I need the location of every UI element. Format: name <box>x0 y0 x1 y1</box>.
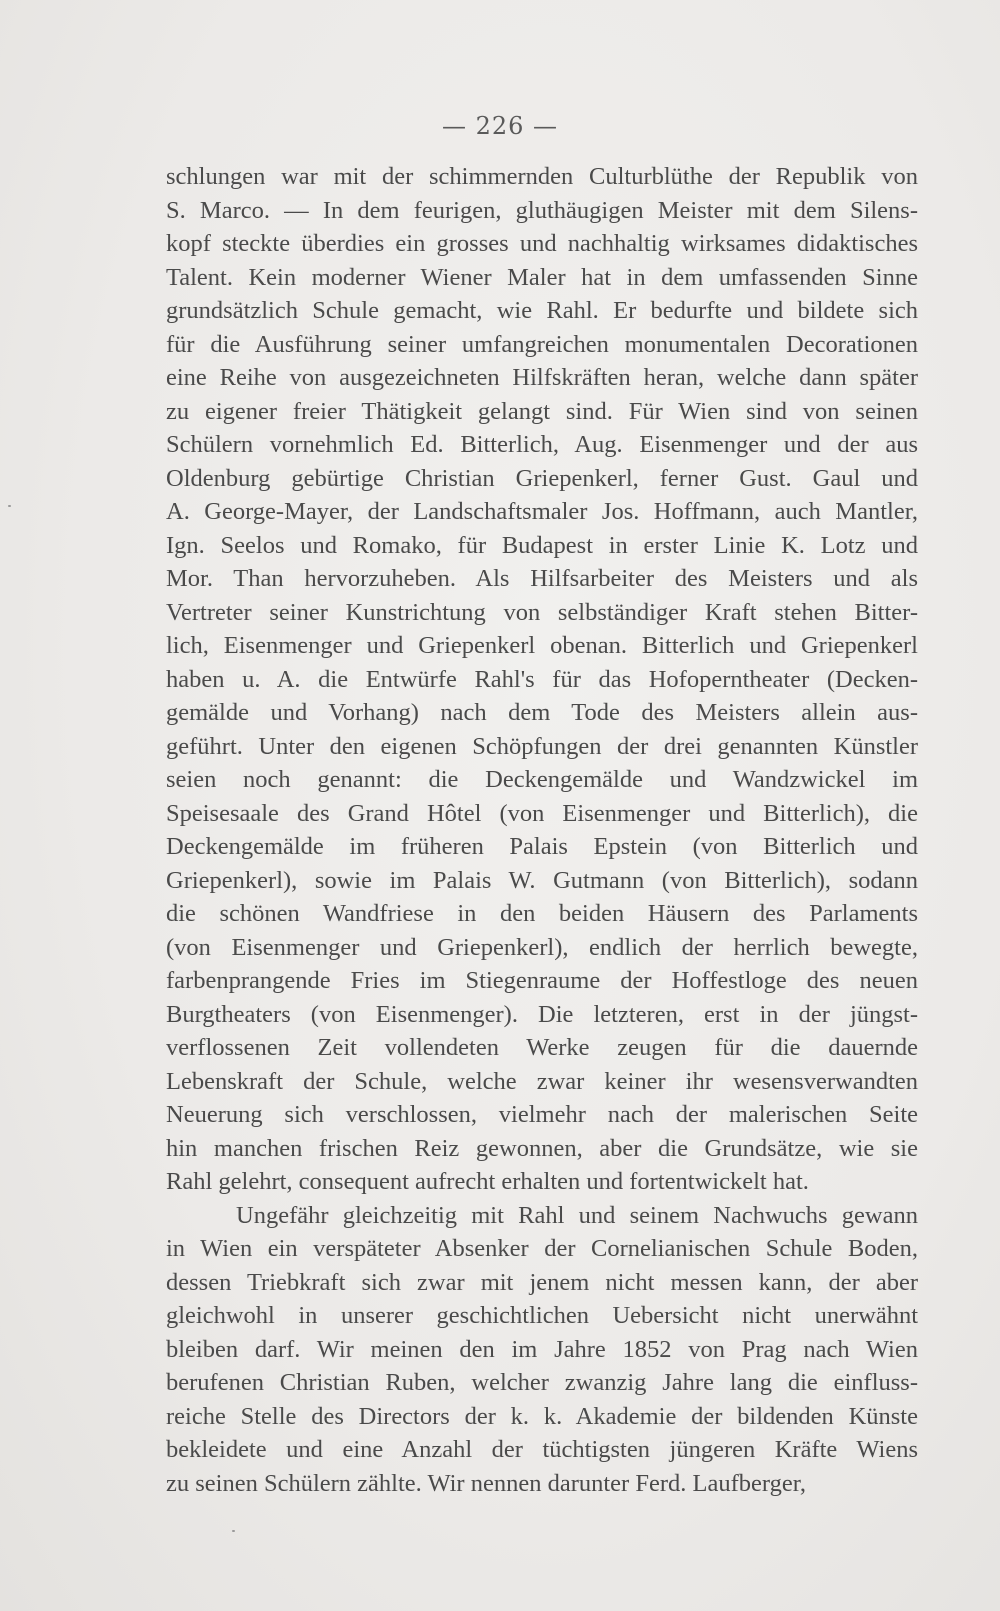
text-line: bleiben darf. Wir meinen den im Jahre 1852 von Prag nach Wien <box>166 1335 918 1363</box>
text-line: Deckengemälde im früheren Palais Epstein (von Bitterlich und <box>166 833 918 860</box>
paragraph-2 <box>166 1199 918 1501</box>
text-line: Mor. Than hervorzuheben. Als Hilfsarbeiter des Meisters und als <box>166 565 918 592</box>
text-line: Ign. Seelos und Romako, für Budapest in erster Linie K. Lotz und <box>166 531 918 559</box>
print-speck <box>232 1530 235 1532</box>
text-line: reiche Stelle des Directors der k. k. Akademie der bildenden Künste <box>166 1402 918 1430</box>
text-line: dessen Triebkraft sich zwar mit jenem nicht messen kann, der aber <box>166 1268 918 1296</box>
text-line: Burgtheaters (von Eisenmenger). Die letzteren, erst in der jüngst- <box>166 1000 918 1028</box>
text-line: Talent. Kein moderner Wiener Maler hat in dem umfassenden Sinne <box>166 263 918 291</box>
text-line: geführt. Unter den eigenen Schöpfungen der drei genannten Künstler <box>166 732 918 760</box>
text-line: zu eigener freier Thätigkeit gelangt sind. Für Wien sind von seinen <box>166 397 918 425</box>
text-line: S. Marco. — In dem feurigen, gluthäugigen Meister mit dem Silens- <box>166 196 918 224</box>
text-line: Lebenskraft der Schule, welche zwar keiner ihr wesensverwandten <box>166 1067 918 1095</box>
text-line: farbenprangende Fries im Stiegenraume der Hoffestloge des neuen <box>166 967 918 994</box>
text-line: die schönen Wandfriese in den beiden Häusern des Parlaments <box>166 900 918 927</box>
page-number: — 226 — <box>441 112 559 140</box>
text-line: bekleidete und eine Anzahl der tüchtigsten jüngeren Kräfte Wiens <box>166 1436 918 1463</box>
text-line: A. George-Mayer, der Landschaftsmaler Jos. Hoffmann, auch Mantler, <box>166 498 918 525</box>
text-line: Rahl gelehrt, consequent aufrecht erhalten und fortentwickelt hat. <box>166 1168 809 1195</box>
text-line: verflossenen Zeit vollendeten Werke zeugen für die dauernde <box>166 1034 918 1061</box>
text-line: in Wien ein verspäteter Absenker der Cornelianischen Schule Boden, <box>166 1235 918 1262</box>
text-line: gleichwohl in unserer geschichtlichen Uebersicht nicht unerwähnt <box>166 1302 918 1329</box>
text-line: eine Reihe von ausgezeichneten Hilfskräften heran, welche dann später <box>166 364 918 391</box>
text-line: schlungen war mit der schimmernden Culturblüthe der Republik von <box>166 163 918 190</box>
text-line: gemälde und Vorhang) nach dem Tode des Meisters allein aus- <box>166 699 918 726</box>
paragraph-1 <box>166 160 918 1199</box>
text-line: kopf steckte überdies ein grosses und nachhaltig wirksames didaktisches <box>166 230 918 257</box>
text-line: Oldenburg gebürtige Christian Griepenkerl, ferner Gust. Gaul und <box>166 464 918 492</box>
text-line: seien noch genannt: die Deckengemälde und Wandzwickel im <box>166 766 918 793</box>
body-text <box>166 160 918 1500</box>
text-line: (von Eisenmenger und Griepenkerl), endlich der herrlich bewegte, <box>166 933 918 961</box>
text-line: Griepenkerl), sowie im Palais W. Gutmann (von Bitterlich), sodann <box>166 866 918 894</box>
text-line: berufenen Christian Ruben, welcher zwanzig Jahre lang die einfluss- <box>166 1369 918 1396</box>
text-line: hin manchen frischen Reiz gewonnen, aber die Grundsätze, wie sie <box>166 1134 918 1162</box>
text-line: Speisesaale des Grand Hôtel (von Eisenmenger und Bitterlich), die <box>166 799 918 827</box>
text-line: Ungefähr gleichzeitig mit Rahl und seinem Nachwuchs gewann <box>236 1201 918 1229</box>
text-line: zu seinen Schülern zählte. Wir nennen darunter Ferd. Laufberger, <box>166 1469 807 1497</box>
text-line: lich, Eisenmenger und Griepenkerl obenan. Bitterlich und Griepenkerl <box>166 632 918 659</box>
text-line: grundsätzlich Schule gemacht, wie Rahl. Er bedurfte und bildete sich <box>166 297 918 324</box>
print-speck <box>8 505 11 507</box>
text-line: Vertreter seiner Kunstrichtung von selbständiger Kraft stehen Bitter- <box>166 598 918 626</box>
text-line: Schülern vornehmlich Ed. Bitterlich, Aug. Eisenmenger und der aus <box>166 431 918 458</box>
text-line: haben u. A. die Entwürfe Rahl's für das Hofoperntheater (Decken- <box>166 665 918 693</box>
text-line: für die Ausführung seiner umfangreichen monumentalen Decorationen <box>166 330 918 358</box>
text-line: Neuerung sich verschlossen, vielmehr nach der malerischen Seite <box>166 1101 918 1128</box>
